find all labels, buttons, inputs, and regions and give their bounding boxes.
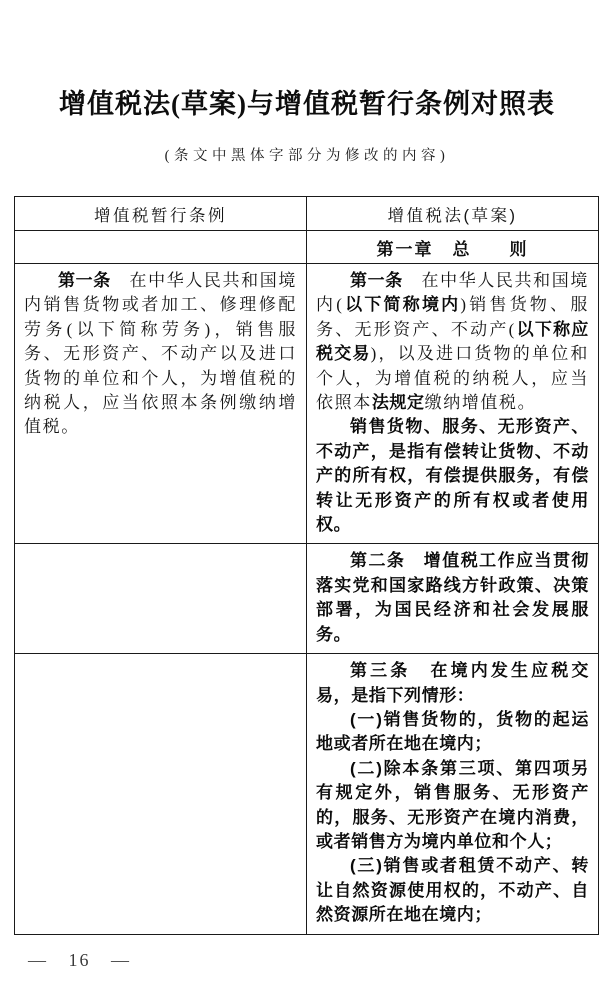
cell-draft-law	[307, 544, 599, 654]
original-text: )，以及进口货物的单位和个人，为增值税的纳税人，应当依照本	[316, 344, 589, 413]
table-body	[15, 264, 599, 935]
page-subtitle: (条文中黑体字部分为修改的内容)	[164, 148, 450, 164]
table-row	[15, 654, 599, 934]
table-row	[15, 544, 599, 654]
cell-old-regulation	[15, 654, 307, 934]
original-text: 在中华人民共和国境内销售货物或者加工、修理修配劳务(以下简称劳务)，销售服务、无形资产、不动产以及进口货物的单位和个人，为增值税的纳税人，应当依照本条例缴纳增值税。	[24, 271, 297, 437]
table-header-row	[15, 197, 599, 231]
modified-text: (二)除本条第三项、第四项另有规定外，销售服务、无形资产的，服务、无形资产在境内消费，或者销售方为境内单位和个人；	[316, 758, 589, 851]
paragraph	[316, 757, 589, 855]
cell-old-regulation	[15, 264, 307, 544]
modified-text: 销售货物、服务、无形资产、不动产，是指有偿转让货物、不动产的所有权，有偿提供服务，有偿转让无形资产的所有权或者使用权。	[316, 417, 589, 535]
cell-old-regulation	[15, 544, 307, 654]
modified-text: (一)销售货物的，货物的起运地或者所在地在境内；	[316, 709, 589, 754]
modified-text: 在境内发生应税交易，是指下列情形：	[316, 661, 589, 705]
modified-text: 第二条	[350, 551, 406, 571]
paragraph	[316, 708, 589, 757]
page-title: 增值税法(草案)与增值税暂行条例对照表	[59, 89, 555, 119]
paragraph	[316, 854, 589, 927]
page-number: — 16 —	[28, 950, 131, 970]
table-row	[15, 264, 599, 544]
paragraph	[316, 549, 589, 647]
modified-text: 第一条	[350, 271, 403, 290]
original-text: )销售货物、服务、无形资产、不动产(	[316, 295, 589, 339]
cell-draft-law	[307, 264, 599, 544]
original-text: 在中华人民共和国境内(	[316, 271, 589, 315]
cell-draft-law	[307, 654, 599, 934]
paragraph	[24, 269, 297, 440]
modified-text: 第三条	[350, 661, 411, 681]
modified-text: 第一条	[58, 271, 111, 290]
paragraph	[316, 659, 589, 708]
column-header-draft-law: 增值税法(草案)	[307, 197, 599, 231]
modified-text: (三)销售或者租赁不动产、转让自然资源使用权的，不动产、自然资源所在地在境内；	[316, 856, 589, 925]
chapter-row	[15, 231, 599, 264]
chapter-cell-empty	[15, 231, 307, 264]
modified-text: 法规定	[371, 393, 425, 413]
original-text: 缴纳增值税。	[424, 393, 537, 413]
paragraph	[316, 415, 589, 537]
modified-text: 增值税工作应当贯彻落实党和国家路线方针政策、决策部署，为国民经济和社会发展服务。	[316, 551, 589, 644]
modified-text: 以下称应税交易	[316, 319, 590, 364]
comparison-table	[14, 196, 599, 935]
chapter-heading: 第一章 总 则	[307, 231, 599, 264]
modified-text: 以下简称境内	[343, 295, 461, 315]
paragraph	[316, 269, 589, 415]
column-header-old-regulation: 增值税暂行条例	[15, 197, 307, 231]
